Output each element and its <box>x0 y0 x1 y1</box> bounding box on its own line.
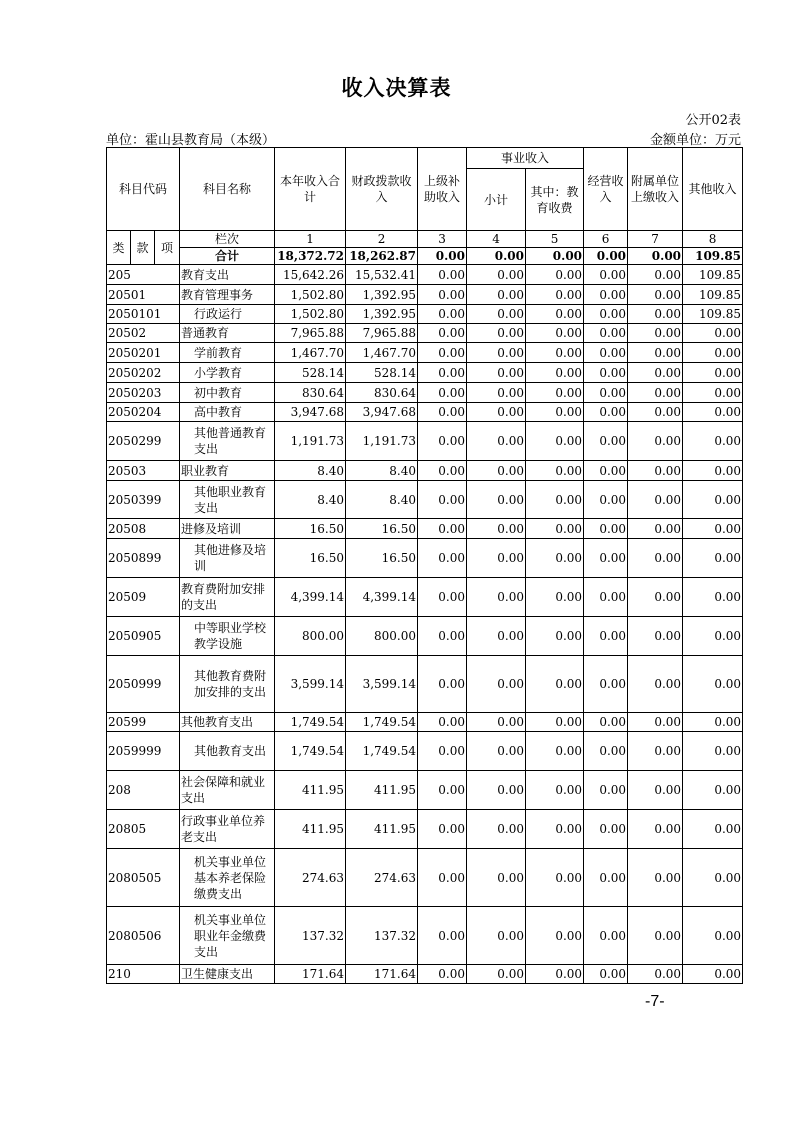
col-number-3: 3 <box>418 231 467 248</box>
value-cell: 0.00 <box>526 539 584 578</box>
value-cell: 528.14 <box>275 363 346 383</box>
value-cell: 0.00 <box>628 305 683 324</box>
value-cell: 0.00 <box>628 539 683 578</box>
table-row <box>107 713 743 732</box>
table-row <box>107 285 743 305</box>
value-cell: 0.00 <box>628 519 683 539</box>
value-cell: 4,399.14 <box>346 578 418 617</box>
value-cell: 830.64 <box>275 383 346 403</box>
table-row <box>107 617 743 656</box>
table-row <box>107 965 743 984</box>
value-cell: 0.00 <box>628 965 683 984</box>
subject-name-cell: 中等职业学校教学设施 <box>180 617 275 656</box>
value-cell: 1,749.54 <box>275 732 346 771</box>
subject-name-cell: 高中教育 <box>180 403 275 422</box>
value-cell: 0.00 <box>526 578 584 617</box>
form-number: 公开02表 <box>685 113 741 128</box>
value-cell: 0.00 <box>467 617 526 656</box>
subject-name-cell: 卫生健康支出 <box>180 965 275 984</box>
header-subtotal: 小计 <box>467 169 526 231</box>
total-value: 0.00 <box>584 248 628 265</box>
header-kuan: 款 <box>131 231 155 265</box>
subject-code-cell: 20805 <box>107 810 180 849</box>
value-cell: 0.00 <box>526 403 584 422</box>
value-cell: 0.00 <box>418 656 467 713</box>
subject-name-cell: 社会保障和就业支出 <box>180 771 275 810</box>
page-number: -7- <box>645 993 665 1010</box>
subject-name-cell: 教育管理事务 <box>180 285 275 305</box>
subject-name-cell: 其他职业教育支出 <box>180 481 275 519</box>
value-cell: 274.63 <box>275 849 346 907</box>
subject-code-cell: 2050999 <box>107 656 180 713</box>
value-cell: 0.00 <box>526 965 584 984</box>
value-cell: 1,749.54 <box>346 732 418 771</box>
table-row <box>107 771 743 810</box>
value-cell: 0.00 <box>467 849 526 907</box>
value-cell: 0.00 <box>683 849 743 907</box>
subject-code-cell: 2050203 <box>107 383 180 403</box>
value-cell: 0.00 <box>418 481 467 519</box>
value-cell: 0.00 <box>584 578 628 617</box>
value-cell: 0.00 <box>467 265 526 285</box>
value-cell: 1,749.54 <box>346 713 418 732</box>
value-cell: 16.50 <box>275 519 346 539</box>
value-cell: 0.00 <box>683 383 743 403</box>
total-value: 0.00 <box>467 248 526 265</box>
header-xiang: 项 <box>155 231 180 265</box>
value-cell: 7,965.88 <box>275 324 346 343</box>
subject-code-cell: 20501 <box>107 285 180 305</box>
value-cell: 0.00 <box>526 771 584 810</box>
subject-code-cell: 20502 <box>107 324 180 343</box>
value-cell: 0.00 <box>467 578 526 617</box>
value-cell: 8.40 <box>275 481 346 519</box>
value-cell: 0.00 <box>467 343 526 363</box>
header-subject-name: 科目名称 <box>180 148 275 231</box>
value-cell: 0.00 <box>526 285 584 305</box>
value-cell: 0.00 <box>418 810 467 849</box>
value-cell: 0.00 <box>526 422 584 461</box>
subject-name-cell: 普通教育 <box>180 324 275 343</box>
subject-code-cell: 2050201 <box>107 343 180 363</box>
value-cell: 1,502.80 <box>275 305 346 324</box>
value-cell: 411.95 <box>275 810 346 849</box>
subject-name-cell: 其他普通教育支出 <box>180 422 275 461</box>
value-cell: 0.00 <box>526 732 584 771</box>
value-cell: 0.00 <box>584 363 628 383</box>
value-cell: 0.00 <box>628 732 683 771</box>
total-value: 18,372.72 <box>275 248 346 265</box>
subject-code-cell: 2080505 <box>107 849 180 907</box>
value-cell: 0.00 <box>584 324 628 343</box>
value-cell: 0.00 <box>418 713 467 732</box>
value-cell: 0.00 <box>584 810 628 849</box>
value-cell: 0.00 <box>683 578 743 617</box>
table-row <box>107 403 743 422</box>
value-cell: 8.40 <box>346 481 418 519</box>
value-cell: 0.00 <box>584 617 628 656</box>
col-number-7: 7 <box>628 231 683 248</box>
value-cell: 800.00 <box>275 617 346 656</box>
value-cell: 0.00 <box>418 539 467 578</box>
col-number-8: 8 <box>683 231 743 248</box>
unit-label: 单位：霍山县教育局（本级） <box>106 133 276 148</box>
value-cell: 0.00 <box>526 383 584 403</box>
subject-code-cell: 20599 <box>107 713 180 732</box>
subject-name-cell: 其他教育费附加安排的支出 <box>180 656 275 713</box>
value-cell: 3,599.14 <box>346 656 418 713</box>
table-row <box>107 363 743 383</box>
column-number-row <box>107 231 743 248</box>
table-row <box>107 422 743 461</box>
value-cell: 0.00 <box>683 481 743 519</box>
value-cell: 0.00 <box>628 285 683 305</box>
total-value: 0.00 <box>418 248 467 265</box>
value-cell: 0.00 <box>467 771 526 810</box>
value-cell: 137.32 <box>346 907 418 965</box>
value-cell: 0.00 <box>526 810 584 849</box>
value-cell: 0.00 <box>683 403 743 422</box>
value-cell: 0.00 <box>628 617 683 656</box>
subject-name-cell: 教育支出 <box>180 265 275 285</box>
value-cell: 0.00 <box>628 713 683 732</box>
value-cell: 16.50 <box>346 519 418 539</box>
value-cell: 0.00 <box>418 965 467 984</box>
table-row <box>107 265 743 285</box>
value-cell: 0.00 <box>584 965 628 984</box>
value-cell: 411.95 <box>275 771 346 810</box>
value-cell: 0.00 <box>418 849 467 907</box>
value-cell: 0.00 <box>467 324 526 343</box>
value-cell: 0.00 <box>418 422 467 461</box>
value-cell: 0.00 <box>467 305 526 324</box>
value-cell: 1,467.70 <box>275 343 346 363</box>
value-cell: 0.00 <box>418 617 467 656</box>
subject-code-cell: 2050101 <box>107 305 180 324</box>
income-table <box>106 147 743 984</box>
value-cell: 0.00 <box>628 324 683 343</box>
value-cell: 0.00 <box>683 732 743 771</box>
table-row <box>107 539 743 578</box>
value-cell: 0.00 <box>467 539 526 578</box>
subject-name-cell: 其他教育支出 <box>180 713 275 732</box>
value-cell: 3,947.68 <box>346 403 418 422</box>
value-cell: 15,642.26 <box>275 265 346 285</box>
value-cell: 0.00 <box>683 461 743 481</box>
value-cell: 0.00 <box>683 617 743 656</box>
subject-name-cell: 机关事业单位基本养老保险缴费支出 <box>180 849 275 907</box>
value-cell: 0.00 <box>683 965 743 984</box>
total-value: 109.85 <box>683 248 743 265</box>
value-cell: 0.00 <box>418 461 467 481</box>
value-cell: 0.00 <box>683 771 743 810</box>
value-cell: 0.00 <box>526 907 584 965</box>
value-cell: 0.00 <box>418 771 467 810</box>
amount-unit-label: 金额单位：万元 <box>649 133 741 148</box>
value-cell: 0.00 <box>467 461 526 481</box>
value-cell: 0.00 <box>683 422 743 461</box>
col-number-1: 1 <box>275 231 346 248</box>
header-other-income: 其他收入 <box>683 148 743 231</box>
subject-name-cell: 其他进修及培训 <box>180 539 275 578</box>
header-lei: 类 <box>107 231 131 265</box>
subject-code-cell: 2050299 <box>107 422 180 461</box>
value-cell: 16.50 <box>275 539 346 578</box>
value-cell: 0.00 <box>628 810 683 849</box>
subject-code-cell: 2059999 <box>107 732 180 771</box>
value-cell: 109.85 <box>683 265 743 285</box>
value-cell: 0.00 <box>526 461 584 481</box>
value-cell: 0.00 <box>584 285 628 305</box>
col-number-2: 2 <box>346 231 418 248</box>
subject-code-cell: 210 <box>107 965 180 984</box>
value-cell: 137.32 <box>275 907 346 965</box>
subject-code-cell: 20503 <box>107 461 180 481</box>
value-cell: 0.00 <box>467 285 526 305</box>
value-cell: 0.00 <box>418 383 467 403</box>
header-superior-subsidy: 上级补助收入 <box>418 148 467 231</box>
value-cell: 0.00 <box>467 422 526 461</box>
value-cell: 0.00 <box>628 403 683 422</box>
value-cell: 0.00 <box>584 305 628 324</box>
table-row <box>107 305 743 324</box>
table-row <box>107 324 743 343</box>
total-label: 合计 <box>180 248 275 265</box>
value-cell: 0.00 <box>683 656 743 713</box>
header-subject-code: 科目代码 <box>107 148 180 231</box>
value-cell: 0.00 <box>526 713 584 732</box>
value-cell: 0.00 <box>683 324 743 343</box>
header-operating-income: 经营收入 <box>584 148 628 231</box>
total-value: 0.00 <box>526 248 584 265</box>
value-cell: 0.00 <box>467 713 526 732</box>
value-cell: 0.00 <box>418 519 467 539</box>
value-cell: 0.00 <box>584 343 628 363</box>
value-cell: 0.00 <box>628 422 683 461</box>
subject-name-cell: 机关事业单位职业年金缴费支出 <box>180 907 275 965</box>
header-row-1 <box>107 148 743 169</box>
table-row <box>107 578 743 617</box>
value-cell: 0.00 <box>628 907 683 965</box>
value-cell: 0.00 <box>628 771 683 810</box>
value-cell: 0.00 <box>418 305 467 324</box>
value-cell: 0.00 <box>628 481 683 519</box>
value-cell: 0.00 <box>418 907 467 965</box>
value-cell: 0.00 <box>584 519 628 539</box>
value-cell: 411.95 <box>346 771 418 810</box>
value-cell: 0.00 <box>628 265 683 285</box>
value-cell: 109.85 <box>683 285 743 305</box>
value-cell: 0.00 <box>683 343 743 363</box>
subject-code-cell: 2050905 <box>107 617 180 656</box>
subject-code-cell: 205 <box>107 265 180 285</box>
value-cell: 274.63 <box>346 849 418 907</box>
value-cell: 3,599.14 <box>275 656 346 713</box>
value-cell: 0.00 <box>467 363 526 383</box>
value-cell: 0.00 <box>628 578 683 617</box>
total-value: 18,262.87 <box>346 248 418 265</box>
header-affiliated-income: 附属单位上缴收入 <box>628 148 683 231</box>
total-value: 0.00 <box>628 248 683 265</box>
subject-code-cell: 2050202 <box>107 363 180 383</box>
value-cell: 0.00 <box>526 265 584 285</box>
value-cell: 800.00 <box>346 617 418 656</box>
value-cell: 0.00 <box>526 343 584 363</box>
value-cell: 0.00 <box>526 324 584 343</box>
subject-name-cell: 初中教育 <box>180 383 275 403</box>
value-cell: 0.00 <box>526 617 584 656</box>
value-cell: 0.00 <box>628 343 683 363</box>
header-total-income: 本年收入合计 <box>275 148 346 231</box>
value-cell: 0.00 <box>683 907 743 965</box>
subject-name-cell: 学前教育 <box>180 343 275 363</box>
value-cell: 0.00 <box>418 343 467 363</box>
value-cell: 0.00 <box>584 403 628 422</box>
table-row <box>107 810 743 849</box>
col-number-5: 5 <box>526 231 584 248</box>
table-row <box>107 656 743 713</box>
value-cell: 171.64 <box>346 965 418 984</box>
value-cell: 0.00 <box>467 383 526 403</box>
header-education-fees: 其中：教育收费 <box>526 169 584 231</box>
value-cell: 0.00 <box>467 656 526 713</box>
value-cell: 0.00 <box>526 363 584 383</box>
col-number-4: 4 <box>467 231 526 248</box>
value-cell: 3,947.68 <box>275 403 346 422</box>
header-fiscal-allocation: 财政拨款收入 <box>346 148 418 231</box>
value-cell: 0.00 <box>584 849 628 907</box>
subject-code-cell: 20509 <box>107 578 180 617</box>
value-cell: 0.00 <box>584 383 628 403</box>
header-lanci: 栏次 <box>180 231 275 248</box>
value-cell: 0.00 <box>418 403 467 422</box>
value-cell: 0.00 <box>683 519 743 539</box>
subject-code-cell: 20508 <box>107 519 180 539</box>
value-cell: 0.00 <box>467 519 526 539</box>
subject-name-cell: 教育费附加安排的支出 <box>180 578 275 617</box>
value-cell: 0.00 <box>683 539 743 578</box>
subject-code-cell: 2050204 <box>107 403 180 422</box>
value-cell: 0.00 <box>526 305 584 324</box>
value-cell: 16.50 <box>346 539 418 578</box>
table-row <box>107 383 743 403</box>
value-cell: 0.00 <box>584 771 628 810</box>
value-cell: 1,191.73 <box>275 422 346 461</box>
value-cell: 8.40 <box>346 461 418 481</box>
value-cell: 0.00 <box>418 324 467 343</box>
value-cell: 528.14 <box>346 363 418 383</box>
subject-name-cell: 其他教育支出 <box>180 732 275 771</box>
value-cell: 7,965.88 <box>346 324 418 343</box>
value-cell: 0.00 <box>418 285 467 305</box>
subject-code-cell: 208 <box>107 771 180 810</box>
subject-name-cell: 进修及培训 <box>180 519 275 539</box>
value-cell: 0.00 <box>628 363 683 383</box>
value-cell: 0.00 <box>683 810 743 849</box>
value-cell: 0.00 <box>584 422 628 461</box>
table-row <box>107 519 743 539</box>
value-cell: 0.00 <box>467 907 526 965</box>
value-cell: 0.00 <box>418 265 467 285</box>
value-cell: 0.00 <box>584 732 628 771</box>
value-cell: 1,749.54 <box>275 713 346 732</box>
value-cell: 1,392.95 <box>346 285 418 305</box>
page-title: 收入决算表 <box>341 76 452 100</box>
table-row <box>107 907 743 965</box>
value-cell: 109.85 <box>683 305 743 324</box>
value-cell: 0.00 <box>584 265 628 285</box>
total-row <box>107 248 743 265</box>
value-cell: 8.40 <box>275 461 346 481</box>
value-cell: 0.00 <box>584 713 628 732</box>
table-row <box>107 732 743 771</box>
value-cell: 0.00 <box>628 656 683 713</box>
value-cell: 0.00 <box>628 383 683 403</box>
subject-name-cell: 行政运行 <box>180 305 275 324</box>
value-cell: 411.95 <box>346 810 418 849</box>
value-cell: 171.64 <box>275 965 346 984</box>
value-cell: 0.00 <box>467 810 526 849</box>
value-cell: 0.00 <box>526 519 584 539</box>
value-cell: 0.00 <box>628 461 683 481</box>
value-cell: 0.00 <box>526 849 584 907</box>
value-cell: 0.00 <box>584 481 628 519</box>
value-cell: 0.00 <box>584 461 628 481</box>
subject-code-cell: 2080506 <box>107 907 180 965</box>
value-cell: 0.00 <box>628 849 683 907</box>
value-cell: 1,392.95 <box>346 305 418 324</box>
value-cell: 0.00 <box>467 965 526 984</box>
value-cell: 0.00 <box>584 656 628 713</box>
table-row <box>107 849 743 907</box>
subject-name-cell: 小学教育 <box>180 363 275 383</box>
value-cell: 0.00 <box>526 481 584 519</box>
subject-name-cell: 行政事业单位养老支出 <box>180 810 275 849</box>
value-cell: 830.64 <box>346 383 418 403</box>
value-cell: 1,502.80 <box>275 285 346 305</box>
value-cell: 1,467.70 <box>346 343 418 363</box>
value-cell: 0.00 <box>418 732 467 771</box>
subject-code-cell: 2050899 <box>107 539 180 578</box>
value-cell: 0.00 <box>418 363 467 383</box>
value-cell: 0.00 <box>683 363 743 383</box>
value-cell: 15,532.41 <box>346 265 418 285</box>
value-cell: 0.00 <box>467 732 526 771</box>
value-cell: 1,191.73 <box>346 422 418 461</box>
header-business-income: 事业收入 <box>467 148 584 169</box>
value-cell: 0.00 <box>526 656 584 713</box>
value-cell: 4,399.14 <box>275 578 346 617</box>
table-row <box>107 343 743 363</box>
table-row <box>107 461 743 481</box>
value-cell: 0.00 <box>584 907 628 965</box>
subject-code-cell: 2050399 <box>107 481 180 519</box>
table-row <box>107 481 743 519</box>
col-number-6: 6 <box>584 231 628 248</box>
value-cell: 0.00 <box>467 481 526 519</box>
subject-name-cell: 职业教育 <box>180 461 275 481</box>
value-cell: 0.00 <box>418 578 467 617</box>
value-cell: 0.00 <box>683 713 743 732</box>
value-cell: 0.00 <box>584 539 628 578</box>
value-cell: 0.00 <box>467 403 526 422</box>
